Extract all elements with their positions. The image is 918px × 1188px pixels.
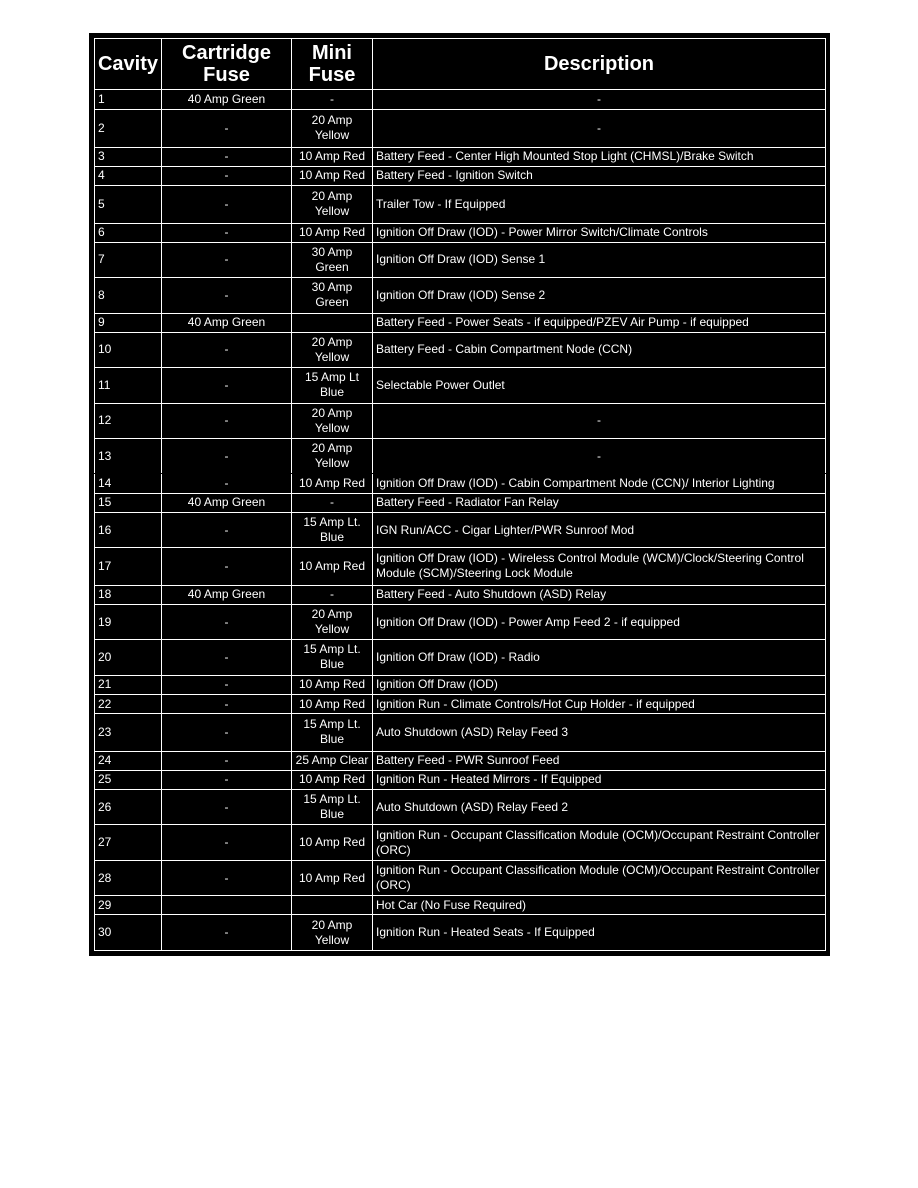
table-row <box>95 278 826 313</box>
table-row <box>95 313 826 332</box>
table-row <box>95 474 826 493</box>
cavity-cell: 3 <box>95 147 162 166</box>
cartridge-fuse-cell: 40 Amp Green <box>162 313 292 332</box>
mini-fuse-cell: 10 Amp Red <box>292 548 373 585</box>
cartridge-fuse-cell: - <box>162 640 292 675</box>
cavity-cell: 11 <box>95 368 162 403</box>
fuse-table-frame <box>89 33 830 956</box>
table-row <box>95 694 826 713</box>
table-row <box>95 751 826 770</box>
description-cell: Battery Feed - Cabin Compartment Node (CCN) <box>373 332 826 367</box>
description-cell: Hot Car (No Fuse Required) <box>373 896 826 915</box>
table-row <box>95 512 826 547</box>
cavity-cell: 29 <box>95 896 162 915</box>
mini-fuse-cell: 30 Amp Green <box>292 278 373 313</box>
description-cell: Ignition Run - Occupant Classification Module (OCM)/Occupant Restraint Controller (ORC) <box>373 860 826 895</box>
table-row <box>95 548 826 585</box>
cartridge-fuse-cell: - <box>162 474 292 493</box>
cavity-cell: 12 <box>95 403 162 438</box>
cartridge-fuse-cell: - <box>162 147 292 166</box>
cavity-cell: 25 <box>95 770 162 789</box>
header-cavity: Cavity <box>95 39 162 90</box>
cartridge-fuse-cell: 40 Amp Green <box>162 585 292 604</box>
description-cell: Ignition Off Draw (IOD) - Wireless Control Module (WCM)/Clock/Steering Control Module (SCM)/Steering Lock Module <box>373 548 826 585</box>
cartridge-fuse-cell: - <box>162 438 292 473</box>
table-row <box>95 186 826 223</box>
cavity-cell: 22 <box>95 694 162 713</box>
table-row <box>95 915 826 951</box>
cavity-cell: 8 <box>95 278 162 313</box>
description-cell: Battery Feed - PWR Sunroof Feed <box>373 751 826 770</box>
cartridge-fuse-cell: - <box>162 860 292 895</box>
description-cell: - <box>373 90 826 110</box>
cavity-cell: 18 <box>95 585 162 604</box>
cavity-cell: 20 <box>95 640 162 675</box>
table-row <box>95 825 826 860</box>
description-cell: - <box>373 110 826 147</box>
cavity-cell: 19 <box>95 604 162 639</box>
cartridge-fuse-cell: - <box>162 186 292 223</box>
cavity-cell: 9 <box>95 313 162 332</box>
cavity-cell: 6 <box>95 223 162 242</box>
mini-fuse-cell: 20 Amp Yellow <box>292 438 373 473</box>
cartridge-fuse-cell: - <box>162 110 292 147</box>
cavity-cell: 5 <box>95 186 162 223</box>
description-cell: Auto Shutdown (ASD) Relay Feed 2 <box>373 789 826 824</box>
description-cell: Ignition Run - Climate Controls/Hot Cup Holder - if equipped <box>373 694 826 713</box>
table-row <box>95 714 826 751</box>
table-row <box>95 860 826 895</box>
description-cell: Ignition Run - Heated Mirrors - If Equipped <box>373 770 826 789</box>
mini-fuse-cell: 20 Amp Yellow <box>292 604 373 639</box>
mini-fuse-cell: 20 Amp Yellow <box>292 403 373 438</box>
table-row <box>95 403 826 438</box>
cavity-cell: 26 <box>95 789 162 824</box>
cavity-cell: 4 <box>95 166 162 185</box>
mini-fuse-cell: 15 Amp Lt Blue <box>292 368 373 403</box>
cartridge-fuse-cell: - <box>162 332 292 367</box>
mini-fuse-cell: 15 Amp Lt. Blue <box>292 714 373 751</box>
cavity-cell: 10 <box>95 332 162 367</box>
cartridge-fuse-cell: - <box>162 223 292 242</box>
mini-fuse-cell: 10 Amp Red <box>292 825 373 860</box>
cavity-cell: 1 <box>95 90 162 110</box>
description-cell: - <box>373 403 826 438</box>
cartridge-fuse-cell: - <box>162 604 292 639</box>
mini-fuse-cell: - <box>292 493 373 512</box>
description-cell: Ignition Run - Heated Seats - If Equipped <box>373 915 826 951</box>
description-cell: Ignition Off Draw (IOD) - Power Amp Feed 2 - if equipped <box>373 604 826 639</box>
header-row <box>95 39 826 90</box>
cavity-cell: 30 <box>95 915 162 951</box>
description-cell: Battery Feed - Radiator Fan Relay <box>373 493 826 512</box>
mini-fuse-cell: 15 Amp Lt. Blue <box>292 512 373 547</box>
description-cell: Ignition Off Draw (IOD) Sense 1 <box>373 242 826 277</box>
cartridge-fuse-cell: - <box>162 714 292 751</box>
cartridge-fuse-cell: - <box>162 548 292 585</box>
cavity-cell: 28 <box>95 860 162 895</box>
mini-fuse-cell: 10 Amp Red <box>292 474 373 493</box>
mini-fuse-cell: 20 Amp Yellow <box>292 186 373 223</box>
table-row <box>95 166 826 185</box>
description-cell: Ignition Off Draw (IOD) Sense 2 <box>373 278 826 313</box>
mini-fuse-cell: - <box>292 90 373 110</box>
cartridge-fuse-cell: - <box>162 368 292 403</box>
table-row <box>95 110 826 147</box>
table-row <box>95 493 826 512</box>
mini-fuse-cell: 20 Amp Yellow <box>292 332 373 367</box>
description-cell: Ignition Off Draw (IOD) - Power Mirror Switch/Climate Controls <box>373 223 826 242</box>
table-row <box>95 585 826 604</box>
cartridge-fuse-cell: - <box>162 403 292 438</box>
header-mini-fuse: Mini Fuse <box>292 39 373 90</box>
table-row <box>95 640 826 675</box>
table-row <box>95 675 826 694</box>
cavity-cell: 15 <box>95 493 162 512</box>
description-cell: Ignition Run - Occupant Classification Module (OCM)/Occupant Restraint Controller (ORC) <box>373 825 826 860</box>
cartridge-fuse-cell: - <box>162 512 292 547</box>
cavity-cell: 27 <box>95 825 162 860</box>
mini-fuse-cell: 10 Amp Red <box>292 223 373 242</box>
cavity-cell: 24 <box>95 751 162 770</box>
mini-fuse-cell: 10 Amp Red <box>292 675 373 694</box>
mini-fuse-cell: 10 Amp Red <box>292 166 373 185</box>
table-row <box>95 90 826 110</box>
description-cell: Auto Shutdown (ASD) Relay Feed 3 <box>373 714 826 751</box>
table-row <box>95 368 826 403</box>
cartridge-fuse-cell <box>162 896 292 915</box>
description-cell: IGN Run/ACC - Cigar Lighter/PWR Sunroof Mod <box>373 512 826 547</box>
table-row <box>95 147 826 166</box>
cavity-cell: 2 <box>95 110 162 147</box>
description-cell: Ignition Off Draw (IOD) - Radio <box>373 640 826 675</box>
table-row <box>95 604 826 639</box>
description-cell: Trailer Tow - If Equipped <box>373 186 826 223</box>
mini-fuse-cell <box>292 313 373 332</box>
mini-fuse-cell: - <box>292 585 373 604</box>
cartridge-fuse-cell: - <box>162 694 292 713</box>
description-cell: Ignition Off Draw (IOD) - Cabin Compartment Node (CCN)/ Interior Lighting <box>373 474 826 493</box>
cavity-cell: 16 <box>95 512 162 547</box>
description-cell: Battery Feed - Power Seats - if equipped/PZEV Air Pump - if equipped <box>373 313 826 332</box>
description-cell: Selectable Power Outlet <box>373 368 826 403</box>
mini-fuse-cell: 15 Amp Lt. Blue <box>292 789 373 824</box>
header-cartridge-fuse: Cartridge Fuse <box>162 39 292 90</box>
cartridge-fuse-cell: - <box>162 770 292 789</box>
table-row <box>95 896 826 915</box>
cartridge-fuse-cell: 40 Amp Green <box>162 493 292 512</box>
mini-fuse-cell: 10 Amp Red <box>292 694 373 713</box>
cartridge-fuse-cell: - <box>162 789 292 824</box>
description-cell: Ignition Off Draw (IOD) <box>373 675 826 694</box>
mini-fuse-cell: 10 Amp Red <box>292 860 373 895</box>
fuse-table <box>94 38 826 951</box>
mini-fuse-cell <box>292 896 373 915</box>
cartridge-fuse-cell: - <box>162 278 292 313</box>
cartridge-fuse-cell: - <box>162 751 292 770</box>
description-cell: Battery Feed - Center High Mounted Stop Light (CHMSL)/Brake Switch <box>373 147 826 166</box>
cavity-cell: 14 <box>95 474 162 493</box>
mini-fuse-cell: 30 Amp Green <box>292 242 373 277</box>
mini-fuse-cell: 25 Amp Clear <box>292 751 373 770</box>
table-row <box>95 223 826 242</box>
description-cell: Battery Feed - Ignition Switch <box>373 166 826 185</box>
description-cell: Battery Feed - Auto Shutdown (ASD) Relay <box>373 585 826 604</box>
cavity-cell: 21 <box>95 675 162 694</box>
mini-fuse-cell: 10 Amp Red <box>292 147 373 166</box>
header-description: Description <box>373 39 826 90</box>
table-row <box>95 332 826 367</box>
mini-fuse-cell: 15 Amp Lt. Blue <box>292 640 373 675</box>
cavity-cell: 17 <box>95 548 162 585</box>
mini-fuse-cell: 20 Amp Yellow <box>292 110 373 147</box>
cartridge-fuse-cell: - <box>162 675 292 694</box>
cartridge-fuse-cell: - <box>162 242 292 277</box>
mini-fuse-cell: 10 Amp Red <box>292 770 373 789</box>
table-row <box>95 242 826 277</box>
cavity-cell: 23 <box>95 714 162 751</box>
description-cell: - <box>373 438 826 473</box>
mini-fuse-cell: 20 Amp Yellow <box>292 915 373 951</box>
cavity-cell: 13 <box>95 438 162 473</box>
cartridge-fuse-cell: - <box>162 166 292 185</box>
cartridge-fuse-cell: 40 Amp Green <box>162 90 292 110</box>
table-row <box>95 770 826 789</box>
table-row <box>95 789 826 824</box>
cartridge-fuse-cell: - <box>162 825 292 860</box>
cartridge-fuse-cell: - <box>162 915 292 951</box>
cavity-cell: 7 <box>95 242 162 277</box>
table-row <box>95 438 826 473</box>
